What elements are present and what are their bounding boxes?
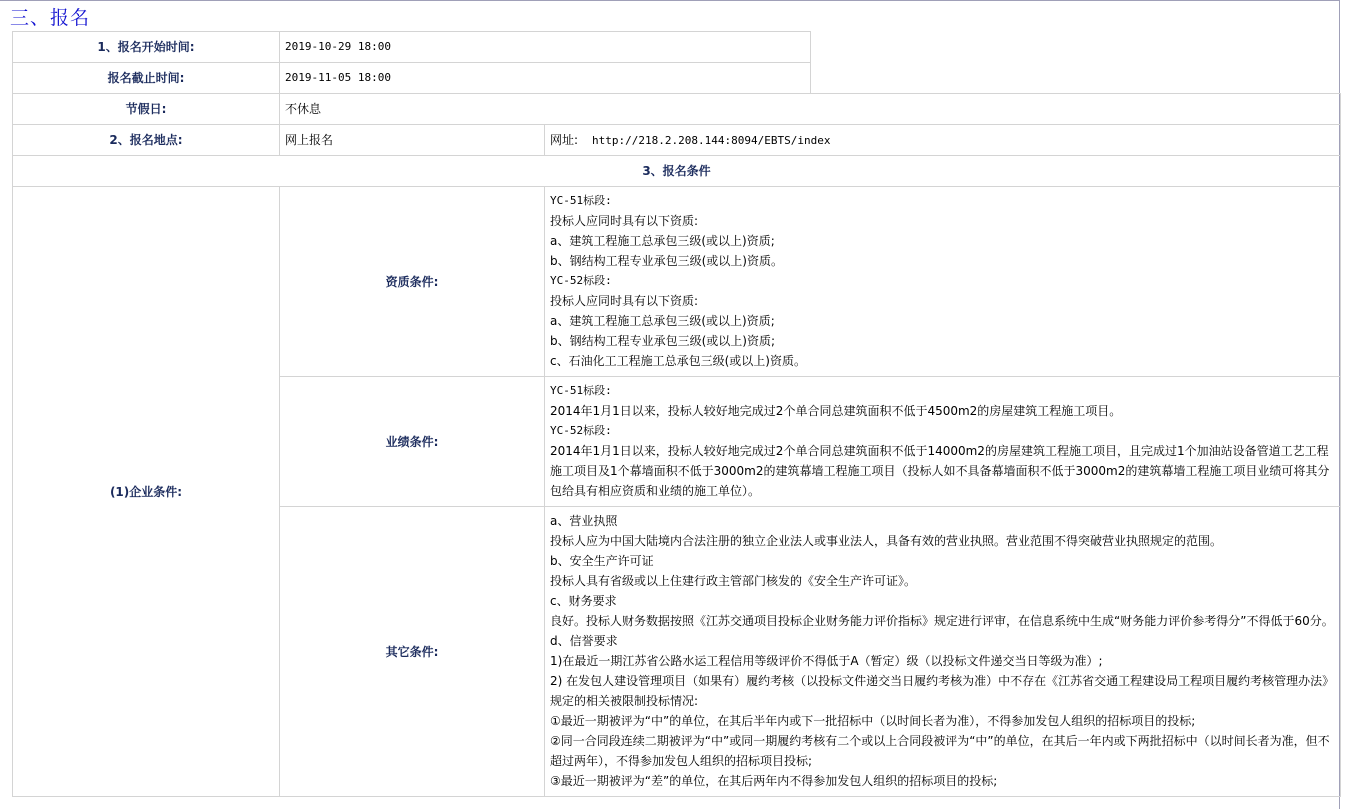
table-row	[13, 125, 1341, 156]
qualification-content	[545, 187, 1341, 377]
table-row	[13, 187, 1341, 377]
text-line: c、石油化工工程施工总承包三级(或以上)资质。	[550, 354, 806, 368]
text-line: 投标人应为中国大陆境内合法注册的独立企业法人或事业法人，具备有效的营业执照。营业范围不得突破营业执照规定的范围。	[550, 534, 1223, 548]
end-time-label: 报名截止时间:	[13, 63, 280, 94]
text-line: a、营业执照	[550, 514, 618, 528]
text-line: 2014年1月1日以来，投标人较好地完成过2个单合同总建筑面积不低于14000m2的房屋建筑工程施工项目，且完成过1个加油站设备管道工艺工程施工项目及1个幕墙面积不低于3000m2的建筑幕墙工程施工项目（投标人如不具备幕墙面积不低于3000m2的建筑幕墙工程施工项目业绩可将其分包给具有相应资质和业绩的施工单位）。	[550, 444, 1330, 498]
text-line: YC-52标段:	[550, 274, 612, 287]
holiday-label: 节假日:	[13, 94, 280, 125]
start-time-value: 2019-10-29 18:00	[280, 32, 811, 63]
text-line: YC-52标段:	[550, 424, 612, 437]
other-content	[545, 507, 1341, 797]
start-time-label: 1、报名开始时间:	[13, 32, 280, 63]
text-line: ②同一合同段连续二期被评为“中”或同一期履约考核有二个或以上合同段被评为“中”的单位，在其后一年内或下两批招标中（以时间长者为准，但不超过两年），不得参加发包人组织的招标项目投标;	[550, 734, 1330, 768]
text-line: b、钢结构工程专业承包三级(或以上)资质。	[550, 254, 783, 268]
text-line: 2014年1月1日以来，投标人较好地完成过2个单合同总建筑面积不低于4500m2的房屋建筑工程施工项目。	[550, 404, 1122, 418]
website-link[interactable]: http://218.2.208.144:8094/EBTS/index	[592, 133, 831, 147]
text-line: 1)在最近一期江苏省公路水运工程信用等级评价不得低于A（暂定）级（以投标文件递交当日等级为准）;	[550, 654, 1103, 668]
table-row	[13, 32, 1341, 63]
text-line: 投标人具有省级或以上住建行政主管部门核发的《安全生产许可证》。	[550, 574, 917, 588]
qualification-label: 资质条件:	[280, 187, 545, 377]
place-label: 2、报名地点:	[13, 125, 280, 156]
text-line: c、财务要求	[550, 594, 617, 608]
performance-content	[545, 377, 1341, 507]
text-line: 投标人应同时具有以下资质:	[550, 294, 699, 308]
section-title: 三、报名	[10, 7, 91, 29]
table-row	[13, 63, 1341, 94]
performance-label: 业绩条件:	[280, 377, 545, 507]
text-line: a、建筑工程施工总承包三级(或以上)资质;	[550, 234, 775, 248]
table-row	[13, 94, 1341, 125]
text-line: ①最近一期被评为“中”的单位，在其后半年内或下一批招标中（以时间长者为准），不得参加发包人组织的招标项目的投标;	[550, 714, 1196, 728]
place-value: 网上报名	[280, 125, 545, 156]
website-cell	[545, 125, 1341, 156]
holiday-value: 不休息	[280, 94, 1341, 125]
text-line: d、信誉要求	[550, 634, 618, 648]
enterprise-conditions-label: (1)企业条件:	[13, 187, 280, 797]
text-line: YC-51标段:	[550, 194, 612, 207]
conditions-title: 3、报名条件	[13, 156, 1341, 187]
text-line: b、安全生产许可证	[550, 554, 654, 568]
end-time-value: 2019-11-05 18:00	[280, 63, 811, 94]
text-line: 良好。投标人财务数据按照《江苏交通项目投标企业财务能力评价指标》规定进行评审，在信息系统中生成“财务能力评价参考得分”不得低于60分。	[550, 614, 1334, 628]
text-line: a、建筑工程施工总承包三级(或以上)资质;	[550, 314, 775, 328]
text-line: ③最近一期被评为“差”的单位，在其后两年内不得参加发包人组织的招标项目的投标;	[550, 774, 998, 788]
text-line: 2) 在发包人建设管理项目（如果有）履约考核（以投标文件递交当日履约考核为准）中不存在《江苏省交通工程建设局工程项目履约考核管理办法》规定的相关被限制投标情况:	[550, 674, 1335, 708]
text-line: 投标人应同时具有以下资质:	[550, 214, 699, 228]
other-label: 其它条件:	[280, 507, 545, 797]
text-line: b、钢结构工程专业承包三级(或以上)资质;	[550, 334, 776, 348]
text-line: YC-51标段:	[550, 384, 612, 397]
table-row	[13, 156, 1341, 187]
registration-table	[12, 31, 1341, 797]
website-label: 网址:	[550, 132, 579, 147]
